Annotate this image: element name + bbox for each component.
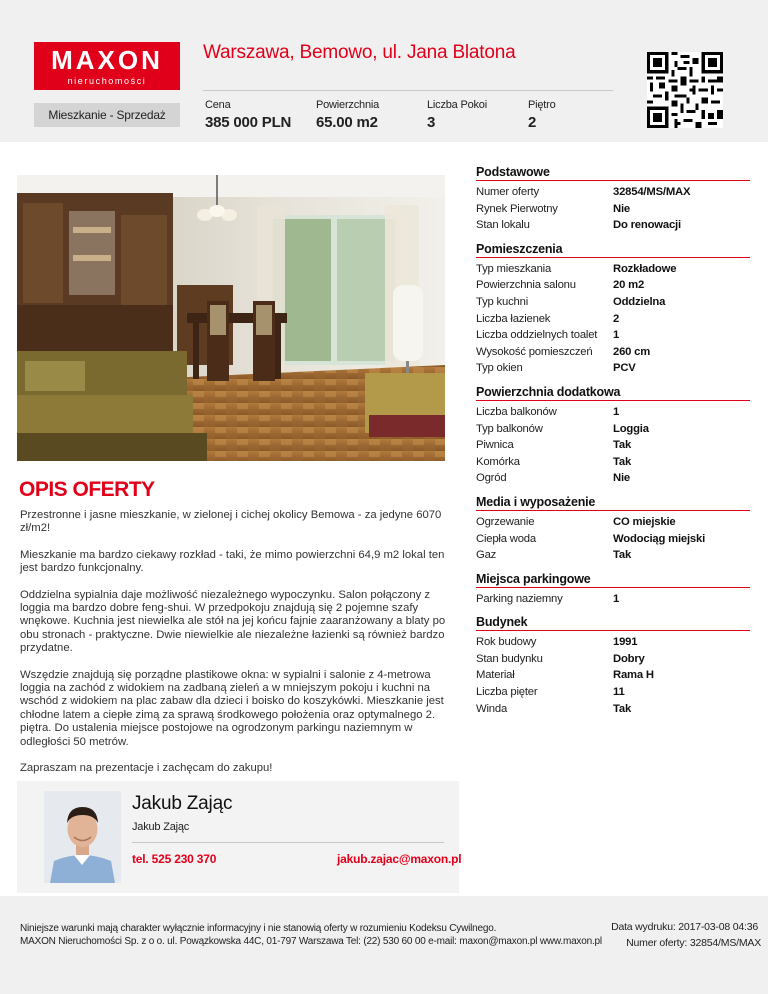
agent-email-link[interactable]: jakub.zajac@maxon.pl (337, 852, 462, 866)
stat-rooms (427, 99, 487, 131)
spec-key: Typ balkonów (476, 422, 543, 435)
logo-subtitle: nieruchomości (67, 76, 147, 86)
offer-address: Warszawa, Bemowo, ul. Jana Blatona (203, 42, 516, 63)
spec-key: Ogród (476, 472, 507, 485)
spec-section-building (476, 615, 750, 717)
stat-value: 385 000 PLN (205, 114, 292, 131)
stat-price (205, 99, 291, 131)
maxon-logo[interactable] (34, 42, 180, 90)
spec-key: Rynek Pierwotny (476, 202, 558, 215)
spec-value: Rozkładowe (613, 262, 677, 275)
spec-row (476, 470, 750, 487)
specs-panel (476, 165, 750, 725)
logo-brand: MAXON (51, 45, 163, 75)
spec-value: 32854/MS/MAX (613, 186, 691, 198)
stat-floor (528, 99, 556, 131)
spec-row (476, 701, 750, 718)
spec-value: Tak (613, 549, 632, 562)
stat-label: Cena (205, 99, 231, 111)
spec-key: Numer oferty (476, 186, 539, 198)
spec-row (476, 454, 750, 471)
spec-row (476, 591, 750, 608)
spec-value: Nie (613, 202, 630, 215)
spec-key: Typ okien (476, 362, 523, 375)
spec-value: CO miejskie (613, 515, 676, 528)
spec-value: Tak (613, 702, 632, 715)
footer (0, 896, 768, 994)
spec-row (476, 201, 750, 218)
spec-value: Loggia (613, 422, 649, 435)
spec-value: 20 m2 (613, 279, 645, 292)
spec-section-rooms (476, 242, 750, 377)
agent-divider (132, 842, 444, 843)
spec-key: Stan budynku (476, 652, 543, 665)
description-paragraph: Zapraszam na prezentacje i zachęcam do zakupu! (20, 762, 273, 775)
spec-row (476, 404, 750, 421)
spec-section-parking (476, 572, 750, 608)
spec-row (476, 311, 750, 328)
spec-row (476, 547, 750, 564)
spec-row (476, 360, 750, 377)
spec-section-extra-area (476, 385, 750, 487)
spec-key: Powierzchnia salonu (476, 279, 576, 292)
spec-section-title: Miejsca parkingowe (476, 572, 750, 588)
spec-value: Nie (613, 472, 630, 485)
spec-key: Typ kuchni (476, 295, 529, 308)
spec-section-title: Budynek (476, 615, 750, 631)
spec-key: Piwnica (476, 439, 514, 452)
agent-phone-link[interactable]: tel. 525 230 370 (132, 852, 217, 866)
spec-value: 1991 (613, 636, 638, 649)
stat-area (316, 99, 379, 131)
spec-key: Winda (476, 702, 508, 715)
description-paragraph: Przestronne i jasne mieszkanie, w zielonej i cichej okolicy Bemowa - za jedyne 6070 zł/m2! (20, 509, 442, 535)
spec-value: 1 (613, 592, 620, 605)
spec-section-utilities (476, 495, 750, 564)
spec-section-title: Media i wyposażenie (476, 495, 750, 511)
description-title: OPIS OFERTY (19, 478, 155, 501)
spec-key: Materiał (476, 669, 515, 682)
spec-row (476, 294, 750, 311)
spec-key: Typ mieszkania (476, 262, 552, 275)
stat-value: 3 (427, 114, 436, 131)
property-type-badge: Mieszkanie - Sprzedaż (34, 103, 180, 127)
spec-value: PCV (613, 362, 636, 375)
spec-key: Liczba łazienek (476, 312, 551, 325)
spec-key: Ciepła woda (476, 532, 536, 545)
spec-row (476, 667, 750, 684)
spec-row (476, 277, 750, 294)
property-photo[interactable] (17, 175, 445, 461)
spec-key: Gaz (476, 549, 497, 562)
spec-row (476, 344, 750, 361)
agent-portrait-image (44, 791, 121, 883)
description-paragraph: Oddzielna sypialnia daje możliwość niezależnego wypoczynku. Salon połączony z loggia ma bardzo dobre feng-shui. W przedpokoju znajdują się 2 pojemne szafy wnękowe. Kuchnia jest niewielka ale stół na jej końcu fajnie zaaranżowany a blaty po obu stronach - praktyczne. Dwie niewielkie ale niezależne łazienki są również bardzo przydatne. (20, 588, 446, 655)
footer-offer-number: Numer oferty: 32854/MS/MAX (626, 937, 761, 949)
spec-key: Stan lokalu (476, 219, 530, 232)
stat-value: 2 (528, 114, 537, 131)
agent-name: Jakub Zając (132, 793, 233, 814)
description-paragraph: Wszędzie znajdują się porządne plastikowe okna: w sypialni i salonie z 4-metrowa loggia na zachód z widokiem na zadbaną zieleń a w mniejszym pokoju i kuchni na wschód z widokiem na plac zabaw dla dzieci i boisko do koszykówki. Mieszkanie jest chłodne latem a ciepłe zimą za sprawą środkowego położenia oraz optymalnego 2. piętra. Do ustalenia miejsce postojowe na ogrodzonym parkingu naziemnym w odległości 50 metrów. (20, 668, 444, 748)
stat-label: Powierzchnia (316, 99, 380, 111)
spec-key: Komórka (476, 455, 520, 468)
spec-key: Liczba oddzielnych toalet (476, 329, 598, 342)
spec-row (476, 261, 750, 278)
spec-section-title: Podstawowe (476, 165, 750, 181)
footer-disclaimer: Niniejsze warunki mają charakter wyłącznie informacyjny i nie stanowią oferty w rozumieniu Kodeksu Cywilnego. (20, 923, 497, 934)
living-room-image (17, 175, 445, 461)
spec-key: Liczba balkonów (476, 405, 557, 418)
header-divider (203, 90, 613, 91)
spec-row (476, 514, 750, 531)
spec-value: Tak (613, 455, 632, 468)
stat-label: Liczba Pokoi (427, 99, 487, 111)
spec-section-title: Pomieszczenia (476, 242, 750, 258)
spec-value: 2 (613, 312, 620, 325)
spec-key: Ogrzewanie (476, 515, 535, 528)
spec-row (476, 437, 750, 454)
spec-row (476, 217, 750, 234)
spec-row (476, 651, 750, 668)
stat-label: Piętro (528, 99, 556, 111)
spec-value: 1 (613, 405, 620, 418)
spec-value: Tak (613, 439, 632, 452)
spec-row (476, 634, 750, 651)
agent-card (17, 781, 462, 893)
spec-value: Oddzielna (613, 295, 666, 308)
spec-row (476, 421, 750, 438)
description-text (20, 509, 450, 789)
spec-value: Wodociąg miejski (613, 532, 706, 545)
spec-row (476, 531, 750, 548)
footer-company-info: MAXON Nieruchomości Sp. z o o. ul. Powązkowska 44C, 01-797 Warszawa Tel: (22) 530 60 00 e-mail: maxon@maxon.pl www.maxon.pl (20, 936, 602, 947)
spec-key: Liczba pięter (476, 686, 538, 699)
footer-print-date: Data wydruku: 2017-03-08 04:36 (611, 921, 758, 933)
spec-row (476, 327, 750, 344)
agent-avatar (44, 791, 121, 883)
spec-key: Rok budowy (476, 636, 537, 649)
spec-key: Wysokość pomieszczeń (476, 345, 593, 358)
spec-value: Dobry (613, 652, 645, 665)
spec-key: Parking naziemny (476, 592, 563, 605)
spec-value: Rama H (613, 669, 654, 682)
description-paragraph: Mieszkanie ma bardzo ciekawy rozkład - taki, że mimo powierzchni 64,9 m2 lokal ten jest bardzo funkcjonalny. (20, 548, 445, 575)
qr-code-icon[interactable] (647, 52, 723, 128)
spec-value: 260 cm (613, 345, 651, 358)
spec-value: Do renowacji (613, 219, 681, 232)
agent-subtitle: Jakub Zając (132, 821, 190, 833)
spec-section-title: Powierzchnia dodatkowa (476, 385, 750, 401)
spec-row (476, 684, 750, 701)
spec-value: 11 (613, 686, 625, 699)
spec-row (476, 184, 750, 201)
stat-value: 65.00 m2 (316, 114, 378, 131)
spec-value: 1 (613, 329, 620, 342)
header (0, 0, 768, 142)
spec-section-basic (476, 165, 750, 234)
